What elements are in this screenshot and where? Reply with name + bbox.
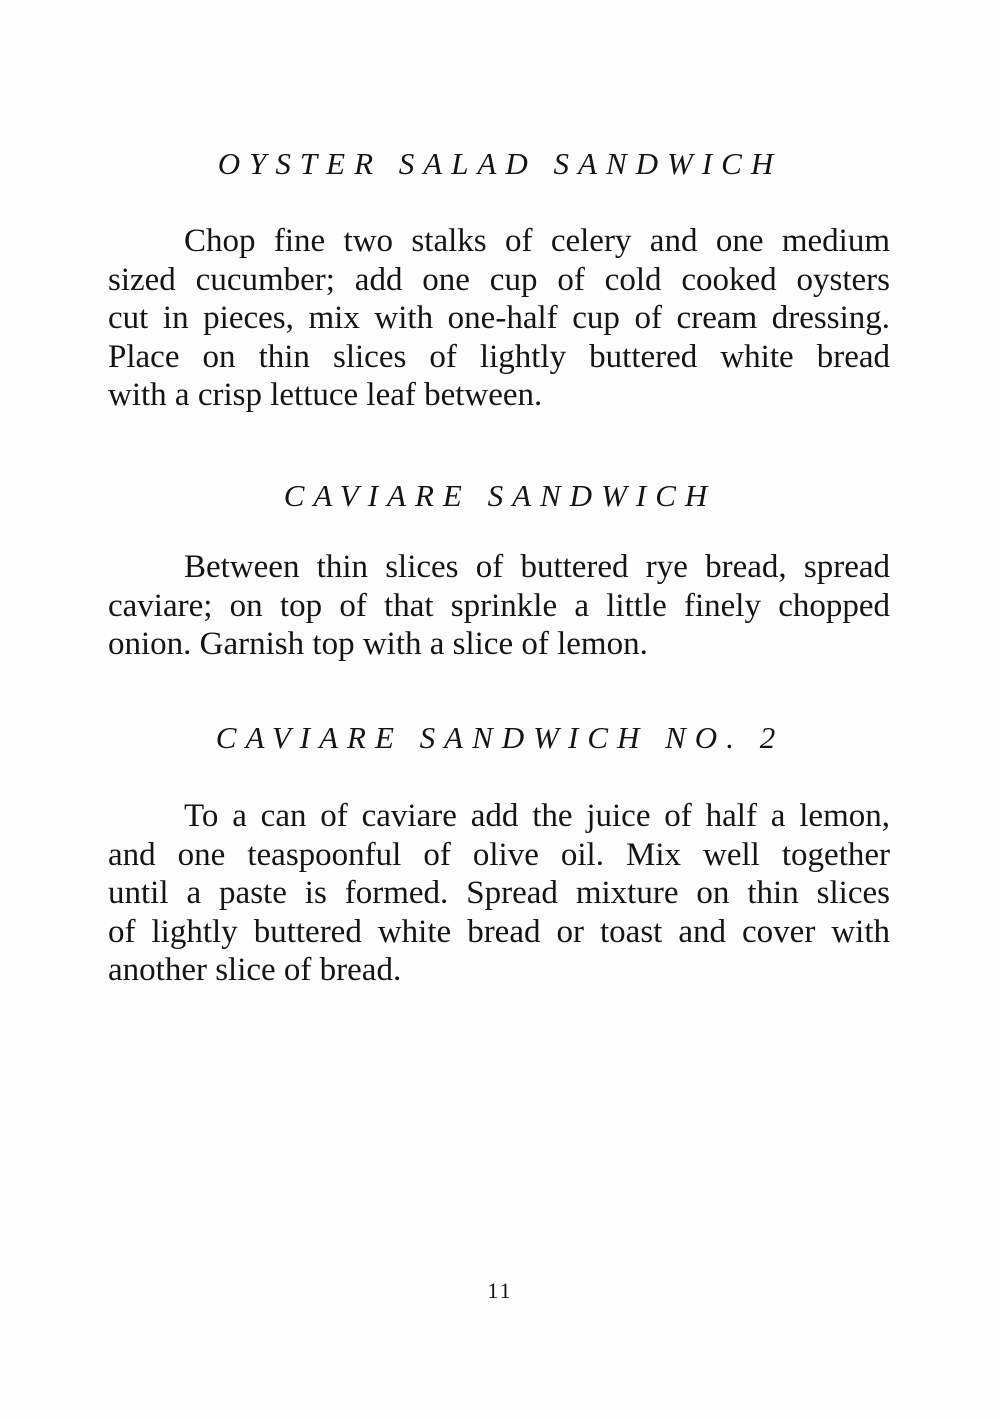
- text-line: caviare; on top of that sprinkle a little finely chopped: [108, 587, 890, 624]
- recipe-body-caviare-sandwich-no-2: [108, 797, 890, 990]
- recipe-title-oyster-salad-sandwich: OYSTER SALAD SANDWICH: [217, 146, 783, 181]
- text-line: To a can of caviare add the juice of half a lemon,: [184, 798, 890, 834]
- page-number: 11: [487, 1278, 513, 1303]
- text-line: cut in pieces, mix with one-half cup of cream dressing.: [108, 300, 890, 336]
- text-line: another slice of bread.: [108, 952, 402, 988]
- text-line: and one teaspoonful of olive oil. Mix well together: [108, 836, 890, 873]
- text-line: sized cucumber; add one cup of cold cooked oysters: [108, 261, 890, 298]
- recipe-body-caviare-sandwich: [108, 548, 890, 664]
- recipe-title-caviare-sandwich: CAVIARE SANDWICH: [283, 478, 717, 513]
- recipe-body-oyster-salad-sandwich: [108, 222, 890, 415]
- text-line: Place on thin slices of lightly buttered white bread: [108, 338, 890, 375]
- text-line: Chop fine two stalks of celery and one medium: [184, 223, 890, 259]
- text-line: Between thin slices of buttered rye bread, spread: [184, 549, 890, 585]
- text-line: onion. Garnish top with a slice of lemon.: [108, 626, 648, 662]
- text-line: until a paste is formed. Spread mixture on thin slices: [108, 875, 890, 911]
- text-line: of lightly buttered white bread or toast and cover with: [108, 913, 890, 950]
- text-line: with a crisp lettuce leaf between.: [108, 377, 543, 413]
- recipe-title-caviare-sandwich-no-2: CAVIARE SANDWICH NO. 2: [215, 720, 785, 755]
